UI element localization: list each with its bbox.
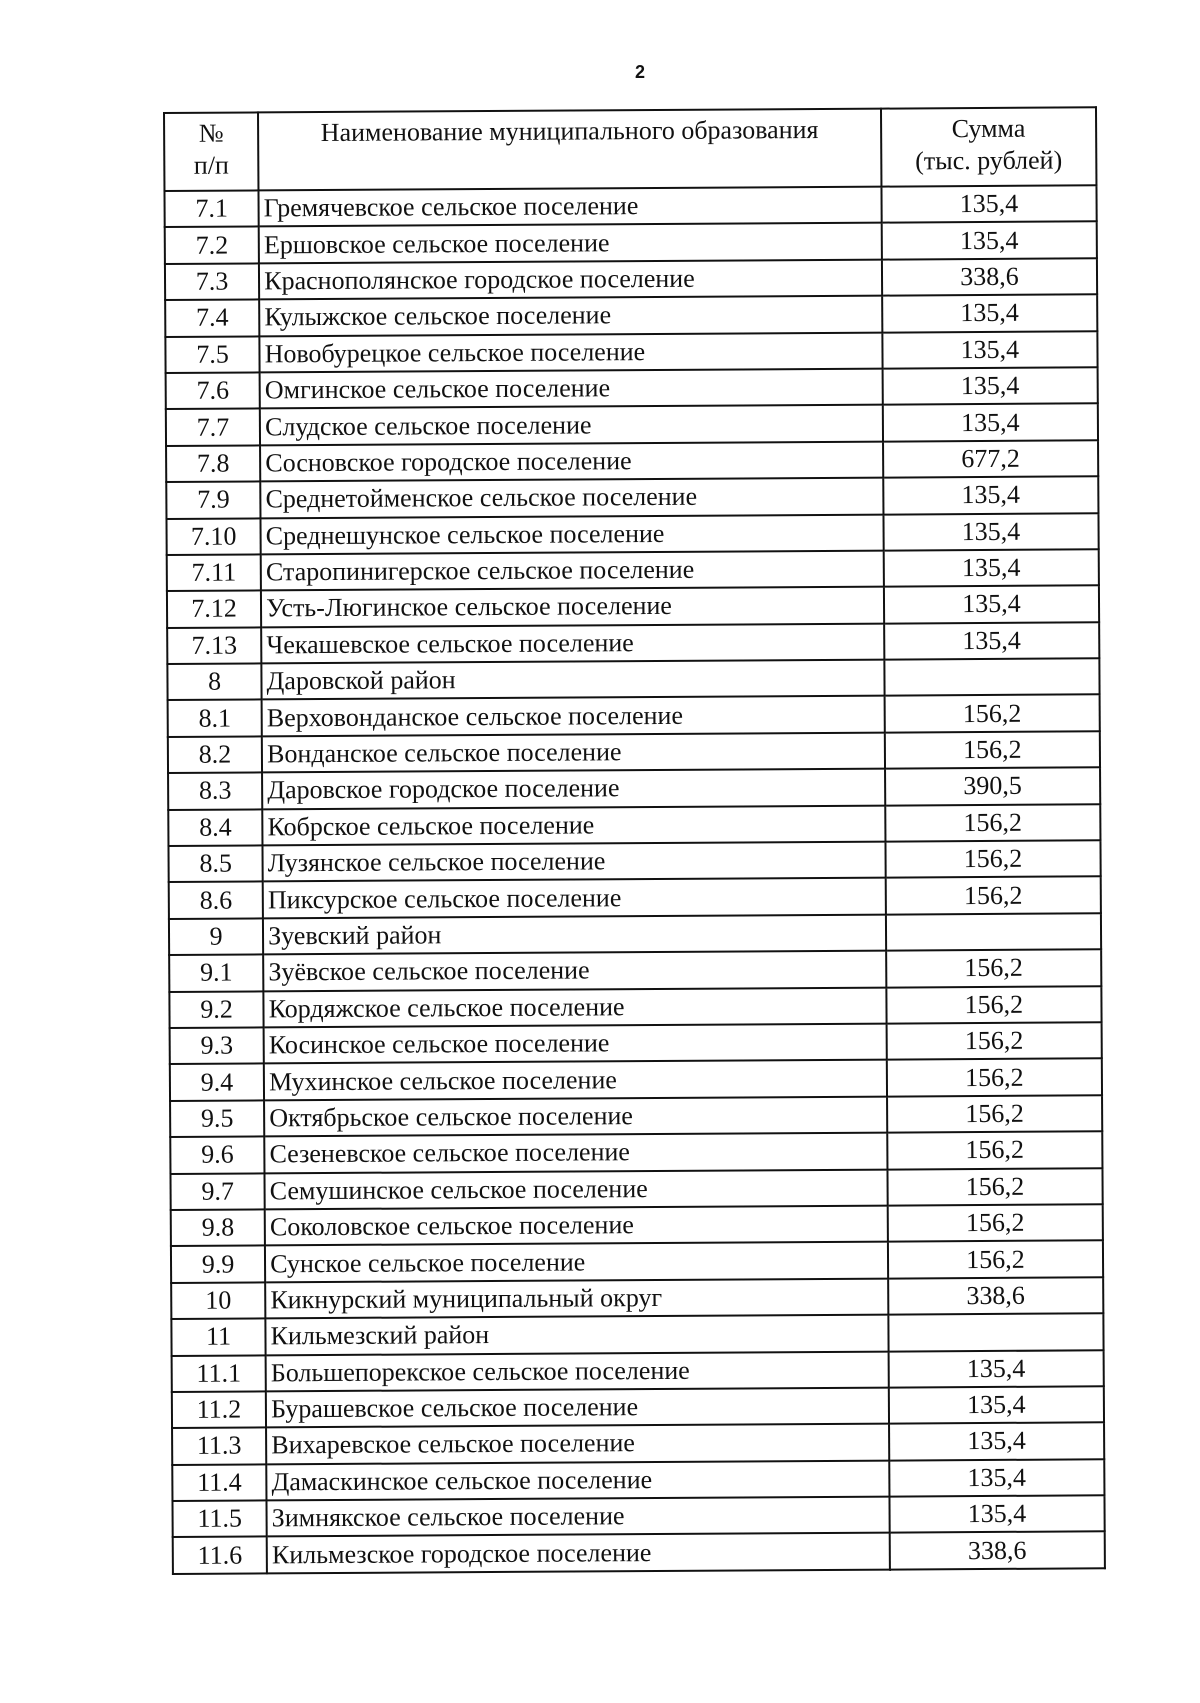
- row-sum: 156,2: [886, 1022, 1101, 1060]
- table-row: [164, 185, 1096, 227]
- row-sum: 338,6: [882, 258, 1097, 296]
- row-number: 9.3: [170, 1027, 264, 1064]
- header-row: [164, 107, 1096, 191]
- table-row: [172, 1423, 1104, 1465]
- header-number-line2: п/п: [193, 150, 230, 180]
- row-sum: [884, 658, 1099, 696]
- row-number: 7.7: [166, 409, 260, 446]
- row-number: 8.2: [168, 736, 262, 773]
- row-sum: 156,2: [888, 1241, 1103, 1279]
- table-header: [164, 107, 1096, 191]
- table-row: [172, 1459, 1104, 1501]
- row-number: 11: [171, 1319, 265, 1356]
- header-number: [164, 112, 259, 191]
- row-name: Вихаревское сельское поселение: [266, 1424, 889, 1464]
- row-sum: 156,2: [887, 1095, 1102, 1133]
- row-name: Кикнурский муниципальный округ: [265, 1278, 888, 1318]
- row-sum: 135,4: [889, 1495, 1104, 1533]
- row-sum: 135,4: [889, 1423, 1104, 1461]
- table-row: [173, 1532, 1105, 1574]
- row-sum: 156,2: [884, 695, 1099, 733]
- row-name: Косинское сельское поселение: [264, 1024, 887, 1064]
- row-number: 7.9: [166, 482, 260, 519]
- table-row: [169, 877, 1101, 919]
- row-number: 8.3: [168, 773, 262, 810]
- row-name: Октябрьское сельское поселение: [264, 1096, 887, 1136]
- table-row: [166, 513, 1098, 555]
- row-number: 11.2: [172, 1391, 266, 1428]
- row-name: Пиксурское сельское поселение: [263, 878, 886, 918]
- table-row: [170, 1168, 1102, 1210]
- row-name: Зимнякское сельское поселение: [267, 1497, 890, 1537]
- row-sum: 156,2: [885, 731, 1100, 769]
- row-name: Усть-Люгинское сельское поселение: [261, 587, 884, 627]
- table-row: [166, 440, 1098, 482]
- row-number: 7.11: [167, 554, 261, 591]
- row-sum: 156,2: [886, 986, 1101, 1024]
- table-row: [172, 1495, 1104, 1537]
- row-number: 9: [169, 918, 263, 955]
- row-sum: 338,6: [888, 1277, 1103, 1315]
- row-number: 7.3: [165, 263, 259, 300]
- row-sum: 135,4: [889, 1459, 1104, 1497]
- header-sum-line2: (тыс. рублей): [915, 145, 1063, 176]
- row-number: 9.7: [170, 1173, 264, 1210]
- header-sum: [881, 107, 1097, 186]
- row-name: Даровской район: [262, 660, 885, 700]
- row-sum: 135,4: [883, 404, 1098, 442]
- row-number: 9.8: [171, 1209, 265, 1246]
- row-name: Мухинское сельское поселение: [264, 1060, 887, 1100]
- row-name: Большепорекское сельское поселение: [266, 1351, 889, 1391]
- table-row: [168, 840, 1100, 882]
- row-name: Верховонданское сельское поселение: [262, 696, 885, 736]
- row-number: 7.1: [164, 190, 258, 227]
- row-name: Вонданское сельское поселение: [262, 732, 885, 772]
- table-row: [165, 222, 1097, 264]
- row-name: Лузянское сельское поселение: [263, 842, 886, 882]
- row-number: 9.5: [170, 1100, 264, 1137]
- row-name: Бурашевское сельское поселение: [266, 1387, 889, 1427]
- row-number: 10: [171, 1282, 265, 1319]
- table-row: [165, 294, 1097, 336]
- row-number: 7.12: [167, 591, 261, 628]
- table-row: [171, 1277, 1103, 1319]
- table-row: [168, 695, 1100, 737]
- row-number: 11.4: [172, 1464, 266, 1501]
- row-sum: [886, 913, 1101, 951]
- row-number: 9.6: [170, 1137, 264, 1174]
- row-name: Чекашевское сельское поселение: [261, 623, 884, 663]
- row-sum: 135,4: [884, 622, 1099, 660]
- row-sum: 135,4: [889, 1386, 1104, 1424]
- row-name: Кулыжское сельское поселение: [259, 296, 882, 336]
- row-sum: 135,4: [882, 294, 1097, 332]
- row-sum: [888, 1313, 1103, 1351]
- row-name: Кильмезский район: [266, 1315, 889, 1355]
- row-sum: 677,2: [883, 440, 1098, 478]
- table-row: [165, 258, 1097, 300]
- row-number: 11.1: [172, 1355, 266, 1392]
- table-row: [171, 1313, 1103, 1355]
- row-sum: 156,2: [885, 840, 1100, 878]
- row-sum: 135,4: [883, 476, 1098, 514]
- row-number: 7.6: [166, 372, 260, 409]
- row-number: 8.5: [168, 845, 262, 882]
- row-sum: 135,4: [888, 1350, 1103, 1388]
- row-name: Среднетойменское сельское поселение: [260, 478, 883, 518]
- table-row: [166, 476, 1098, 518]
- row-sum: 135,4: [883, 513, 1098, 551]
- row-number: 8.1: [168, 700, 262, 737]
- row-name: Кильмезское городское поселение: [267, 1533, 890, 1573]
- row-name: Сезеневское сельское поселение: [264, 1133, 887, 1173]
- table-row: [168, 768, 1100, 810]
- table-row: [168, 731, 1100, 773]
- table-row: [169, 986, 1101, 1028]
- row-name: Омгинское сельское поселение: [260, 369, 883, 409]
- row-sum: 135,4: [881, 222, 1096, 260]
- row-number: 9.1: [169, 955, 263, 992]
- row-name: Сосновское городское поселение: [260, 441, 883, 481]
- row-sum: 135,4: [882, 331, 1097, 369]
- row-sum: 156,2: [886, 949, 1101, 987]
- row-name: Краснополянское городское поселение: [259, 259, 882, 299]
- row-name: Зуевский район: [263, 914, 886, 954]
- table-row: [165, 331, 1097, 373]
- table-row: [172, 1350, 1104, 1392]
- table-row: [167, 658, 1099, 700]
- row-sum: 338,6: [889, 1532, 1104, 1570]
- header-number-line1: №: [198, 118, 224, 148]
- header-sum-line1: Сумма: [951, 113, 1026, 144]
- row-name: Соколовское сельское поселение: [265, 1206, 888, 1246]
- table-row: [169, 949, 1101, 991]
- row-name: Дамаскинское сельское поселение: [266, 1460, 889, 1500]
- row-number: 7.2: [165, 227, 259, 264]
- table-row: [170, 1131, 1102, 1173]
- table-row: [167, 586, 1099, 628]
- row-name: Ершовское сельское поселение: [259, 223, 882, 263]
- table-row: [166, 404, 1098, 446]
- row-name: Гремячевское сельское поселение: [259, 187, 882, 227]
- row-number: 7.13: [167, 627, 261, 664]
- table-row: [172, 1386, 1104, 1428]
- row-sum: 135,4: [882, 367, 1097, 405]
- allocation-table: [163, 106, 1106, 1575]
- row-sum: 156,2: [887, 1059, 1102, 1097]
- row-name: Среднешунское сельское поселение: [261, 514, 884, 554]
- page-number: 2: [634, 62, 645, 82]
- row-sum: 156,2: [887, 1168, 1102, 1206]
- row-number: 8.4: [168, 809, 262, 846]
- row-number: 11.3: [172, 1428, 266, 1465]
- row-name: Старопинигерское сельское поселение: [261, 551, 884, 591]
- row-number: 8: [167, 663, 261, 700]
- row-name: Зуёвское сельское поселение: [263, 951, 886, 991]
- table-row: [171, 1204, 1103, 1246]
- header-name: Наименование муниципального образования: [258, 109, 881, 191]
- table-row: [170, 1095, 1102, 1137]
- table-body: [164, 185, 1104, 1574]
- row-sum: 135,4: [883, 549, 1098, 587]
- row-name: Даровское городское поселение: [262, 769, 885, 809]
- row-number: 9.2: [169, 991, 263, 1028]
- row-sum: 156,2: [885, 877, 1100, 915]
- row-number: 9.9: [171, 1246, 265, 1283]
- row-number: 8.6: [169, 882, 263, 919]
- row-number: 7.8: [166, 445, 260, 482]
- table-row: [166, 367, 1098, 409]
- table-row: [168, 804, 1100, 846]
- table-row: [167, 622, 1099, 664]
- row-number: 11.6: [173, 1537, 267, 1574]
- row-name: Новобурецкое сельское поселение: [260, 332, 883, 372]
- row-sum: 135,4: [881, 185, 1096, 223]
- row-name: Сунское сельское поселение: [265, 1242, 888, 1282]
- row-number: 7.5: [165, 336, 259, 373]
- table-row: [171, 1241, 1103, 1283]
- row-sum: 156,2: [885, 804, 1100, 842]
- row-number: 7.10: [166, 518, 260, 555]
- row-number: 7.4: [165, 300, 259, 337]
- row-number: 11.5: [172, 1500, 266, 1537]
- table-row: [169, 913, 1101, 955]
- row-name: Слудское сельское поселение: [260, 405, 883, 445]
- row-name: Семушинское сельское поселение: [265, 1169, 888, 1209]
- row-number: 9.4: [170, 1064, 264, 1101]
- table-row: [170, 1022, 1102, 1064]
- row-sum: 156,2: [887, 1131, 1102, 1169]
- row-sum: 135,4: [884, 586, 1099, 624]
- row-name: Кобрское сельское поселение: [262, 805, 885, 845]
- table-row: [167, 549, 1099, 591]
- row-sum: 156,2: [887, 1204, 1102, 1242]
- table-row: [170, 1059, 1102, 1101]
- row-sum: 390,5: [885, 768, 1100, 806]
- row-name: Кордяжское сельское поселение: [264, 987, 887, 1027]
